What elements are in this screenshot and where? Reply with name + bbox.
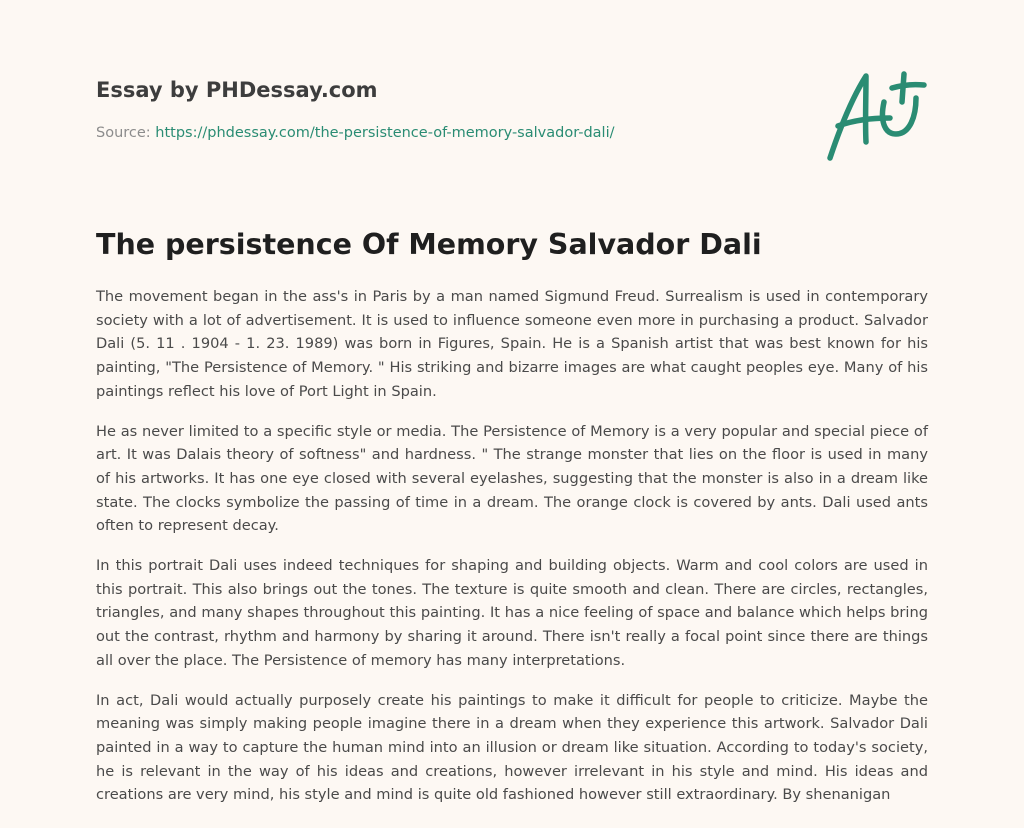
a-plus-grade-icon [822, 68, 930, 164]
source-label: Source: [96, 125, 156, 141]
essay-body [96, 285, 928, 823]
essay-paragraph: In this portrait Dali uses indeed techniques for shaping and building objects. Warm and cool colors are used in this portrait. This also brings out the tones. The texture is quite smooth and clean. There are circles, rectangles, triangles, and many shapes throughout this painting. It has a nice feeling of space and balance which helps bring out the contrast, rhythm and harmony by sharing it around. There isn't really a focal point since there are things all over the place. The Persistence of memory has many interpretations. [96, 557, 928, 669]
source-link[interactable]: https://phdessay.com/the-persistence-of-memory-salvador-dali/ [155, 125, 615, 141]
site-brand: Essay by PHDessay.com [96, 78, 378, 102]
essay-paragraph: The movement began in the ass's in Paris by a man named Sigmund Freud. Surrealism is used in contemporary society with a lot of advertisement. It is used to influence someone even more in purchasing a product. Salvador Dali (5. 11 . 1904 - 1. 23. 1989) was born in Figures, Spain. He is a Spanish artist that was best known for his painting, "The Persistence of Memory. " His striking and bizarre images are what caught peoples eye. Many of his paintings reflect his love of Port Light in Spain. [96, 288, 928, 400]
essay-paragraph: In act, Dali would actually purposely create his paintings to make it difficult for people to criticize. Maybe the meaning was simply making people imagine there in a dream when they experience this artwork. Salvador Dali painted in a way to capture the human mind into an illusion or dream like situation. According to today's society, he is relevant in the way of his ideas and creations, however irrelevant in his style and mind. His ideas and creations are very mind, his style and mind is quite old fashioned however still extraordinary. By shenanigan [96, 691, 928, 804]
essay-title: The persistence Of Memory Salvador Dali [96, 228, 762, 261]
source-line [96, 123, 615, 143]
essay-paragraph: He as never limited to a specific style or media. The Persistence of Memory is a very popular and special piece of art. It was Dalais theory of softness" and hardness. " The strange monster that lies on the floor is used in many of his artworks. It has one eye closed with several eyelashes, suggesting that the monster is also in a dream like state. The clocks symbolize the passing of time in a dream. The orange clock is covered by ants. Dali used ants often to represent decay. [96, 422, 928, 535]
